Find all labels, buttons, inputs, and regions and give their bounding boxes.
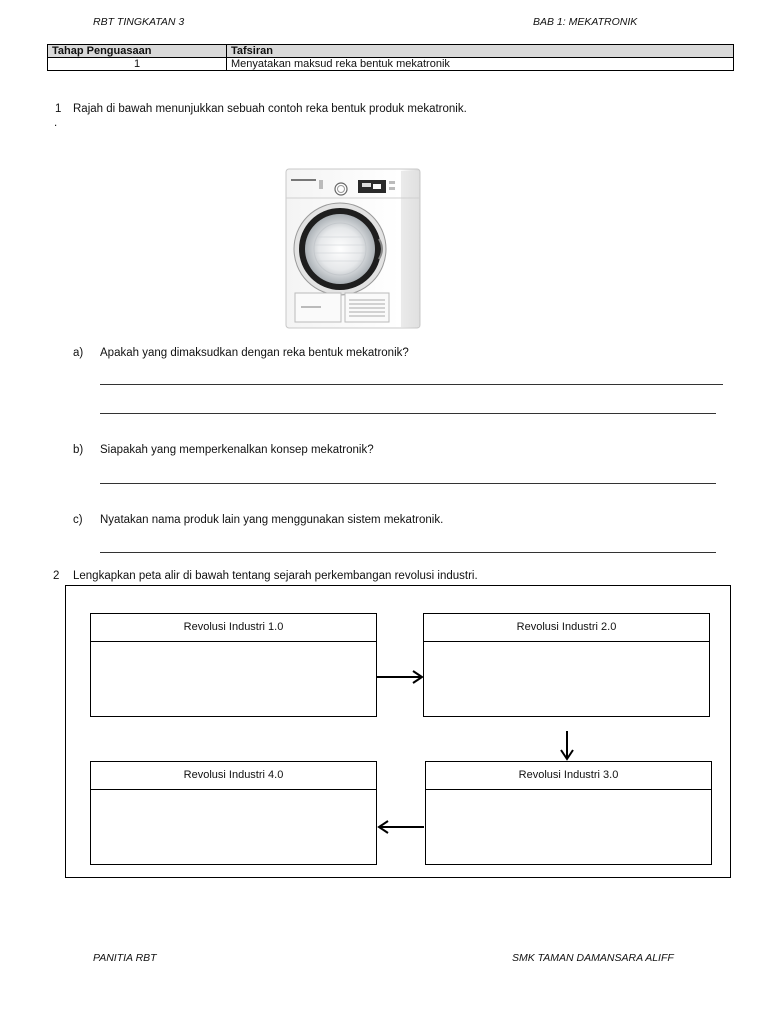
q2-number: 2: [53, 570, 60, 582]
q1b-text: Siapakah yang memperkenalkan konsep mekatronik?: [100, 444, 374, 456]
flow-box-ri4-title: Revolusi Industri 4.0: [91, 762, 376, 790]
footer-left: PANITIA RBT: [93, 952, 157, 964]
flow-box-ri2-title: Revolusi Industri 2.0: [424, 614, 709, 642]
answer-line-a2[interactable]: [100, 413, 716, 414]
header-right: BAB 1: MEKATRONIK: [533, 16, 638, 28]
q1c-label: c): [73, 514, 83, 526]
table-cell-level: 1: [48, 58, 227, 71]
header-left: RBT TINGKATAN 3: [93, 16, 185, 28]
q1c-text: Nyatakan nama produk lain yang menggunakan sistem mekatronik.: [100, 514, 444, 526]
q1-dot: .: [54, 117, 58, 129]
flow-box-ri4[interactable]: [90, 761, 377, 865]
q1a-text: Apakah yang dimaksudkan dengan reka bentuk mekatronik?: [100, 347, 409, 359]
q1a-label: a): [73, 347, 84, 359]
arrow-left-icon: [376, 819, 426, 835]
table-header-row: [48, 45, 734, 58]
flow-box-ri1-title: Revolusi Industri 1.0: [91, 614, 376, 642]
table-cell-interpretation: Menyatakan maksud reka bentuk mekatronik: [227, 58, 734, 71]
flow-box-ri3-title: Revolusi Industri 3.0: [426, 762, 711, 790]
arrow-down-icon: [559, 731, 575, 761]
answer-line-c[interactable]: [100, 552, 716, 553]
table-header-interpretation: Tafsiran: [227, 45, 734, 58]
answer-line-b[interactable]: [100, 483, 716, 484]
arrow-right-icon: [377, 669, 425, 685]
footer-right: SMK TAMAN DAMANSARA ALIFF: [512, 952, 674, 964]
flow-box-ri1[interactable]: [90, 613, 377, 717]
q1b-label: b): [73, 444, 84, 456]
table-header-level: Tahap Penguasaan: [48, 45, 227, 58]
mastery-table: [47, 44, 734, 71]
flow-box-ri3[interactable]: [425, 761, 712, 865]
q2-text: Lengkapkan peta alir di bawah tentang sejarah perkembangan revolusi industri.: [73, 570, 478, 582]
flow-box-ri2[interactable]: [423, 613, 710, 717]
q1-number: 1: [55, 103, 62, 115]
answer-line-a1[interactable]: [100, 384, 723, 385]
table-row: [48, 58, 734, 71]
dryer-image: [283, 167, 423, 330]
q1-text: Rajah di bawah menunjukkan sebuah contoh reka bentuk produk mekatronik.: [73, 103, 467, 115]
